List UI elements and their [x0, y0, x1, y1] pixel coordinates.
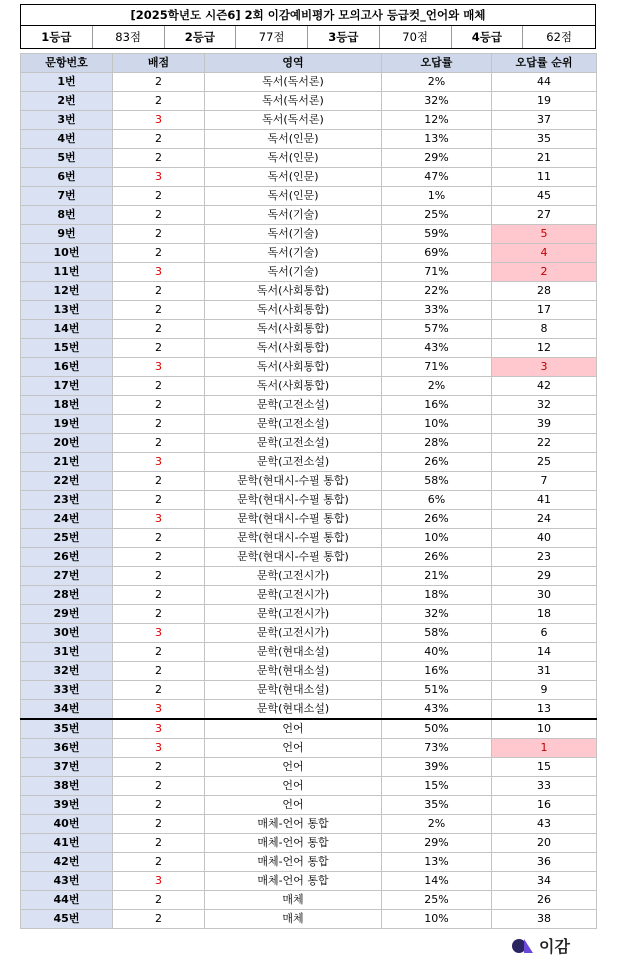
table-row	[21, 681, 597, 700]
question-number-cell: 6번	[21, 168, 113, 187]
question-number-cell: 29번	[21, 605, 113, 624]
points-cell: 2	[113, 73, 205, 92]
table-row	[21, 111, 597, 130]
points-cell: 2	[113, 92, 205, 111]
table-row	[21, 643, 597, 662]
error-rate-cell: 73%	[382, 739, 492, 758]
table-row	[21, 206, 597, 225]
error-rank-cell: 23	[492, 548, 597, 567]
points-cell: 2	[113, 758, 205, 777]
points-cell: 2	[113, 529, 205, 548]
area-cell: 언어	[205, 758, 382, 777]
area-cell: 매체-언어 통합	[205, 853, 382, 872]
error-rank-cell: 12	[492, 339, 597, 358]
table-header-row	[21, 54, 597, 73]
table-row	[21, 225, 597, 244]
question-number-cell: 12번	[21, 282, 113, 301]
question-number-cell: 45번	[21, 910, 113, 929]
area-cell: 매체	[205, 910, 382, 929]
error-rate-cell: 10%	[382, 415, 492, 434]
error-rate-cell: 18%	[382, 586, 492, 605]
error-rank-cell: 21	[492, 149, 597, 168]
table-row	[21, 567, 597, 586]
table-row	[21, 73, 597, 92]
points-cell: 3	[113, 168, 205, 187]
table-row	[21, 168, 597, 187]
error-rank-cell: 13	[492, 700, 597, 720]
question-number-cell: 34번	[21, 700, 113, 720]
error-rank-cell: 40	[492, 529, 597, 548]
points-cell: 2	[113, 206, 205, 225]
area-cell: 독서(기술)	[205, 244, 382, 263]
error-rank-cell: 10	[492, 719, 597, 739]
question-number-cell: 39번	[21, 796, 113, 815]
column-header-error-rate: 오답률	[382, 54, 492, 73]
error-rate-cell: 39%	[382, 758, 492, 777]
table-row	[21, 605, 597, 624]
error-rate-cell: 35%	[382, 796, 492, 815]
points-cell: 2	[113, 244, 205, 263]
grade-3-label: 3등급	[308, 26, 380, 48]
area-cell: 언어	[205, 777, 382, 796]
grade-1-score: 83점	[93, 26, 165, 48]
error-rate-cell: 50%	[382, 719, 492, 739]
question-number-cell: 43번	[21, 872, 113, 891]
error-rate-cell: 15%	[382, 777, 492, 796]
area-cell: 독서(인문)	[205, 168, 382, 187]
error-rank-cell: 33	[492, 777, 597, 796]
area-cell: 독서(기술)	[205, 263, 382, 282]
error-rate-cell: 69%	[382, 244, 492, 263]
area-cell: 매체	[205, 891, 382, 910]
points-cell: 3	[113, 263, 205, 282]
table-row	[21, 834, 597, 853]
question-number-cell: 21번	[21, 453, 113, 472]
area-cell: 독서(사회통합)	[205, 339, 382, 358]
grade-2-score: 77점	[236, 26, 308, 48]
points-cell: 2	[113, 662, 205, 681]
error-rate-cell: 2%	[382, 377, 492, 396]
error-rate-cell: 28%	[382, 434, 492, 453]
error-rank-cell: 37	[492, 111, 597, 130]
error-rate-cell: 6%	[382, 491, 492, 510]
error-rate-cell: 26%	[382, 510, 492, 529]
column-header-points: 배점	[113, 54, 205, 73]
error-rate-cell: 10%	[382, 910, 492, 929]
points-cell: 2	[113, 586, 205, 605]
error-rank-cell: 18	[492, 605, 597, 624]
area-cell: 매체-언어 통합	[205, 872, 382, 891]
question-number-cell: 9번	[21, 225, 113, 244]
area-cell: 언어	[205, 719, 382, 739]
points-cell: 3	[113, 453, 205, 472]
error-rate-cell: 51%	[382, 681, 492, 700]
grade-cut-header	[20, 4, 596, 49]
area-cell: 문학(현대소설)	[205, 681, 382, 700]
points-cell: 2	[113, 815, 205, 834]
error-rank-cell: 41	[492, 491, 597, 510]
area-cell: 문학(고전시가)	[205, 605, 382, 624]
table-row	[21, 719, 597, 739]
error-rank-cell: 4	[492, 244, 597, 263]
points-cell: 2	[113, 339, 205, 358]
area-cell: 문학(고전소설)	[205, 434, 382, 453]
area-cell: 매체-언어 통합	[205, 815, 382, 834]
points-cell: 2	[113, 282, 205, 301]
area-cell: 독서(독서론)	[205, 73, 382, 92]
points-cell: 2	[113, 415, 205, 434]
table-row	[21, 301, 597, 320]
area-cell: 독서(기술)	[205, 206, 382, 225]
question-number-cell: 22번	[21, 472, 113, 491]
question-number-cell: 7번	[21, 187, 113, 206]
area-cell: 문학(현대시-수필 통합)	[205, 472, 382, 491]
table-row	[21, 358, 597, 377]
igam-logo	[512, 934, 570, 957]
error-rate-cell: 58%	[382, 624, 492, 643]
error-rank-cell: 5	[492, 225, 597, 244]
column-header-error-rank: 오답률 순위	[492, 54, 597, 73]
error-rate-cell: 16%	[382, 662, 492, 681]
error-rate-cell: 2%	[382, 815, 492, 834]
question-number-cell: 26번	[21, 548, 113, 567]
grade-3-score: 70점	[380, 26, 452, 48]
error-rate-cell: 2%	[382, 73, 492, 92]
table-row	[21, 777, 597, 796]
question-number-cell: 5번	[21, 149, 113, 168]
table-row	[21, 529, 597, 548]
area-cell: 언어	[205, 796, 382, 815]
area-cell: 독서(인문)	[205, 187, 382, 206]
error-rank-cell: 27	[492, 206, 597, 225]
points-cell: 2	[113, 434, 205, 453]
question-number-cell: 36번	[21, 739, 113, 758]
logo-text: 이감	[539, 937, 570, 956]
area-cell: 독서(사회통합)	[205, 377, 382, 396]
error-rate-cell: 33%	[382, 301, 492, 320]
error-rank-cell: 1	[492, 739, 597, 758]
page-title: [2025학년도 시즌6] 2회 이감예비평가 모의고사 등급컷_언어와 매체	[21, 5, 595, 26]
error-rank-cell: 38	[492, 910, 597, 929]
points-cell: 2	[113, 149, 205, 168]
table-row	[21, 872, 597, 891]
error-rate-cell: 1%	[382, 187, 492, 206]
question-number-cell: 8번	[21, 206, 113, 225]
table-row	[21, 700, 597, 720]
area-cell: 문학(고전소설)	[205, 396, 382, 415]
table-row	[21, 263, 597, 282]
points-cell: 2	[113, 681, 205, 700]
area-cell: 문학(현대시-수필 통합)	[205, 529, 382, 548]
error-rate-cell: 32%	[382, 92, 492, 111]
points-cell: 2	[113, 567, 205, 586]
error-rank-cell: 17	[492, 301, 597, 320]
table-row	[21, 624, 597, 643]
points-cell: 3	[113, 624, 205, 643]
question-number-cell: 30번	[21, 624, 113, 643]
points-cell: 2	[113, 548, 205, 567]
table-row	[21, 92, 597, 111]
error-rank-cell: 15	[492, 758, 597, 777]
question-number-cell: 32번	[21, 662, 113, 681]
question-number-cell: 14번	[21, 320, 113, 339]
area-cell: 문학(현대시-수필 통합)	[205, 491, 382, 510]
area-cell: 문학(현대소설)	[205, 700, 382, 720]
area-cell: 매체-언어 통합	[205, 834, 382, 853]
area-cell: 독서(사회통합)	[205, 301, 382, 320]
question-number-cell: 31번	[21, 643, 113, 662]
table-row	[21, 510, 597, 529]
table-row	[21, 472, 597, 491]
grade-2-label: 2등급	[165, 26, 237, 48]
area-cell: 문학(고전시가)	[205, 624, 382, 643]
points-cell: 2	[113, 643, 205, 662]
question-number-cell: 15번	[21, 339, 113, 358]
points-cell: 2	[113, 777, 205, 796]
error-rate-cell: 21%	[382, 567, 492, 586]
question-number-cell: 42번	[21, 853, 113, 872]
error-rank-cell: 35	[492, 130, 597, 149]
error-rank-cell: 34	[492, 872, 597, 891]
question-number-cell: 13번	[21, 301, 113, 320]
error-rank-cell: 11	[492, 168, 597, 187]
points-cell: 2	[113, 377, 205, 396]
table-row	[21, 453, 597, 472]
area-cell: 문학(고전시가)	[205, 567, 382, 586]
error-rate-cell: 25%	[382, 206, 492, 225]
error-rank-cell: 22	[492, 434, 597, 453]
points-cell: 2	[113, 130, 205, 149]
grade-cut-row	[21, 26, 595, 48]
question-number-cell: 38번	[21, 777, 113, 796]
table-row	[21, 339, 597, 358]
area-cell: 독서(인문)	[205, 149, 382, 168]
error-rate-cell: 57%	[382, 320, 492, 339]
area-cell: 독서(기술)	[205, 225, 382, 244]
table-row	[21, 586, 597, 605]
points-cell: 2	[113, 796, 205, 815]
table-body	[21, 73, 597, 929]
question-number-cell: 25번	[21, 529, 113, 548]
question-number-cell: 40번	[21, 815, 113, 834]
table-row	[21, 891, 597, 910]
points-cell: 3	[113, 510, 205, 529]
grade-4-score: 62점	[546, 30, 572, 44]
column-header-question-number: 문항번호	[21, 54, 113, 73]
question-number-cell: 28번	[21, 586, 113, 605]
area-cell: 독서(사회통합)	[205, 320, 382, 339]
error-rate-cell: 71%	[382, 263, 492, 282]
grade-4-label: 4등급	[452, 26, 524, 48]
question-number-cell: 24번	[21, 510, 113, 529]
points-cell: 2	[113, 891, 205, 910]
error-rank-cell: 32	[492, 396, 597, 415]
table-row	[21, 377, 597, 396]
table-row	[21, 853, 597, 872]
error-rate-cell: 58%	[382, 472, 492, 491]
error-rank-cell: 45	[492, 187, 597, 206]
points-cell: 2	[113, 910, 205, 929]
question-number-cell: 27번	[21, 567, 113, 586]
error-rate-cell: 71%	[382, 358, 492, 377]
question-number-cell: 37번	[21, 758, 113, 777]
column-header-area: 영역	[205, 54, 382, 73]
error-rank-cell: 42	[492, 377, 597, 396]
error-rank-cell: 36	[492, 853, 597, 872]
table-row	[21, 815, 597, 834]
error-rate-cell: 25%	[382, 891, 492, 910]
area-cell: 독서(인문)	[205, 130, 382, 149]
points-cell: 3	[113, 719, 205, 739]
question-number-cell: 41번	[21, 834, 113, 853]
question-number-cell: 18번	[21, 396, 113, 415]
area-cell: 문학(현대시-수필 통합)	[205, 510, 382, 529]
error-rate-cell: 12%	[382, 111, 492, 130]
points-cell: 2	[113, 605, 205, 624]
points-cell: 2	[113, 472, 205, 491]
error-rank-cell: 24	[492, 510, 597, 529]
error-rate-cell: 13%	[382, 130, 492, 149]
error-rank-cell: 31	[492, 662, 597, 681]
error-rank-cell: 26	[492, 891, 597, 910]
error-rank-cell: 3	[492, 358, 597, 377]
points-cell: 3	[113, 111, 205, 130]
area-cell: 독서(사회통합)	[205, 282, 382, 301]
question-number-cell: 17번	[21, 377, 113, 396]
table-row	[21, 320, 597, 339]
error-rate-cell: 10%	[382, 529, 492, 548]
grade-1-label: 1등급	[21, 26, 93, 48]
area-cell: 독서(독서론)	[205, 92, 382, 111]
area-cell: 언어	[205, 739, 382, 758]
error-rank-cell: 7	[492, 472, 597, 491]
igam-logo-icon	[512, 938, 534, 954]
error-rank-cell: 16	[492, 796, 597, 815]
error-rank-cell: 39	[492, 415, 597, 434]
area-cell: 문학(현대소설)	[205, 643, 382, 662]
table-row	[21, 396, 597, 415]
question-number-cell: 20번	[21, 434, 113, 453]
question-number-cell: 35번	[21, 719, 113, 739]
error-rate-cell: 59%	[382, 225, 492, 244]
area-cell: 문학(고전시가)	[205, 586, 382, 605]
table-row	[21, 244, 597, 263]
question-number-cell: 2번	[21, 92, 113, 111]
error-rank-cell: 6	[492, 624, 597, 643]
question-number-cell: 19번	[21, 415, 113, 434]
table-row	[21, 796, 597, 815]
points-cell: 3	[113, 872, 205, 891]
points-cell: 2	[113, 491, 205, 510]
points-cell: 2	[113, 320, 205, 339]
error-rate-cell: 13%	[382, 853, 492, 872]
question-number-cell: 23번	[21, 491, 113, 510]
error-rate-cell: 32%	[382, 605, 492, 624]
question-number-cell: 3번	[21, 111, 113, 130]
question-number-cell: 10번	[21, 244, 113, 263]
error-rate-cell: 26%	[382, 453, 492, 472]
error-rate-cell: 43%	[382, 700, 492, 720]
question-stats-table	[20, 53, 597, 929]
table-row	[21, 434, 597, 453]
points-cell: 3	[113, 700, 205, 720]
area-cell: 문학(고전소설)	[205, 415, 382, 434]
error-rate-cell: 29%	[382, 834, 492, 853]
error-rank-cell: 14	[492, 643, 597, 662]
table-row	[21, 548, 597, 567]
question-number-cell: 1번	[21, 73, 113, 92]
points-cell: 2	[113, 225, 205, 244]
table-row	[21, 415, 597, 434]
table-row	[21, 662, 597, 681]
area-cell: 문학(현대소설)	[205, 662, 382, 681]
error-rate-cell: 22%	[382, 282, 492, 301]
error-rate-cell: 43%	[382, 339, 492, 358]
error-rank-cell: 25	[492, 453, 597, 472]
table-row	[21, 149, 597, 168]
points-cell: 2	[113, 853, 205, 872]
area-cell: 문학(현대시-수필 통합)	[205, 548, 382, 567]
table-row	[21, 130, 597, 149]
question-number-cell: 33번	[21, 681, 113, 700]
question-number-cell: 16번	[21, 358, 113, 377]
question-number-cell: 4번	[21, 130, 113, 149]
error-rank-cell: 44	[492, 73, 597, 92]
error-rank-cell: 30	[492, 586, 597, 605]
points-cell: 2	[113, 301, 205, 320]
area-cell: 독서(독서론)	[205, 111, 382, 130]
error-rate-cell: 26%	[382, 548, 492, 567]
area-cell: 문학(고전소설)	[205, 453, 382, 472]
error-rate-cell: 14%	[382, 872, 492, 891]
error-rank-cell: 20	[492, 834, 597, 853]
points-cell: 2	[113, 187, 205, 206]
points-cell: 3	[113, 358, 205, 377]
error-rank-cell: 29	[492, 567, 597, 586]
question-number-cell: 11번	[21, 263, 113, 282]
error-rank-cell: 9	[492, 681, 597, 700]
table-row	[21, 187, 597, 206]
error-rank-cell: 43	[492, 815, 597, 834]
error-rate-cell: 47%	[382, 168, 492, 187]
table-row	[21, 282, 597, 301]
table-row	[21, 739, 597, 758]
points-cell: 3	[113, 739, 205, 758]
error-rate-cell: 29%	[382, 149, 492, 168]
error-rank-cell: 19	[492, 92, 597, 111]
points-cell: 2	[113, 396, 205, 415]
area-cell: 독서(사회통합)	[205, 358, 382, 377]
table-row	[21, 758, 597, 777]
error-rank-cell: 2	[492, 263, 597, 282]
error-rank-cell: 8	[492, 320, 597, 339]
points-cell: 2	[113, 834, 205, 853]
error-rank-cell: 28	[492, 282, 597, 301]
error-rate-cell: 16%	[382, 396, 492, 415]
table-row	[21, 910, 597, 929]
table-row	[21, 491, 597, 510]
error-rate-cell: 40%	[382, 643, 492, 662]
question-number-cell: 44번	[21, 891, 113, 910]
